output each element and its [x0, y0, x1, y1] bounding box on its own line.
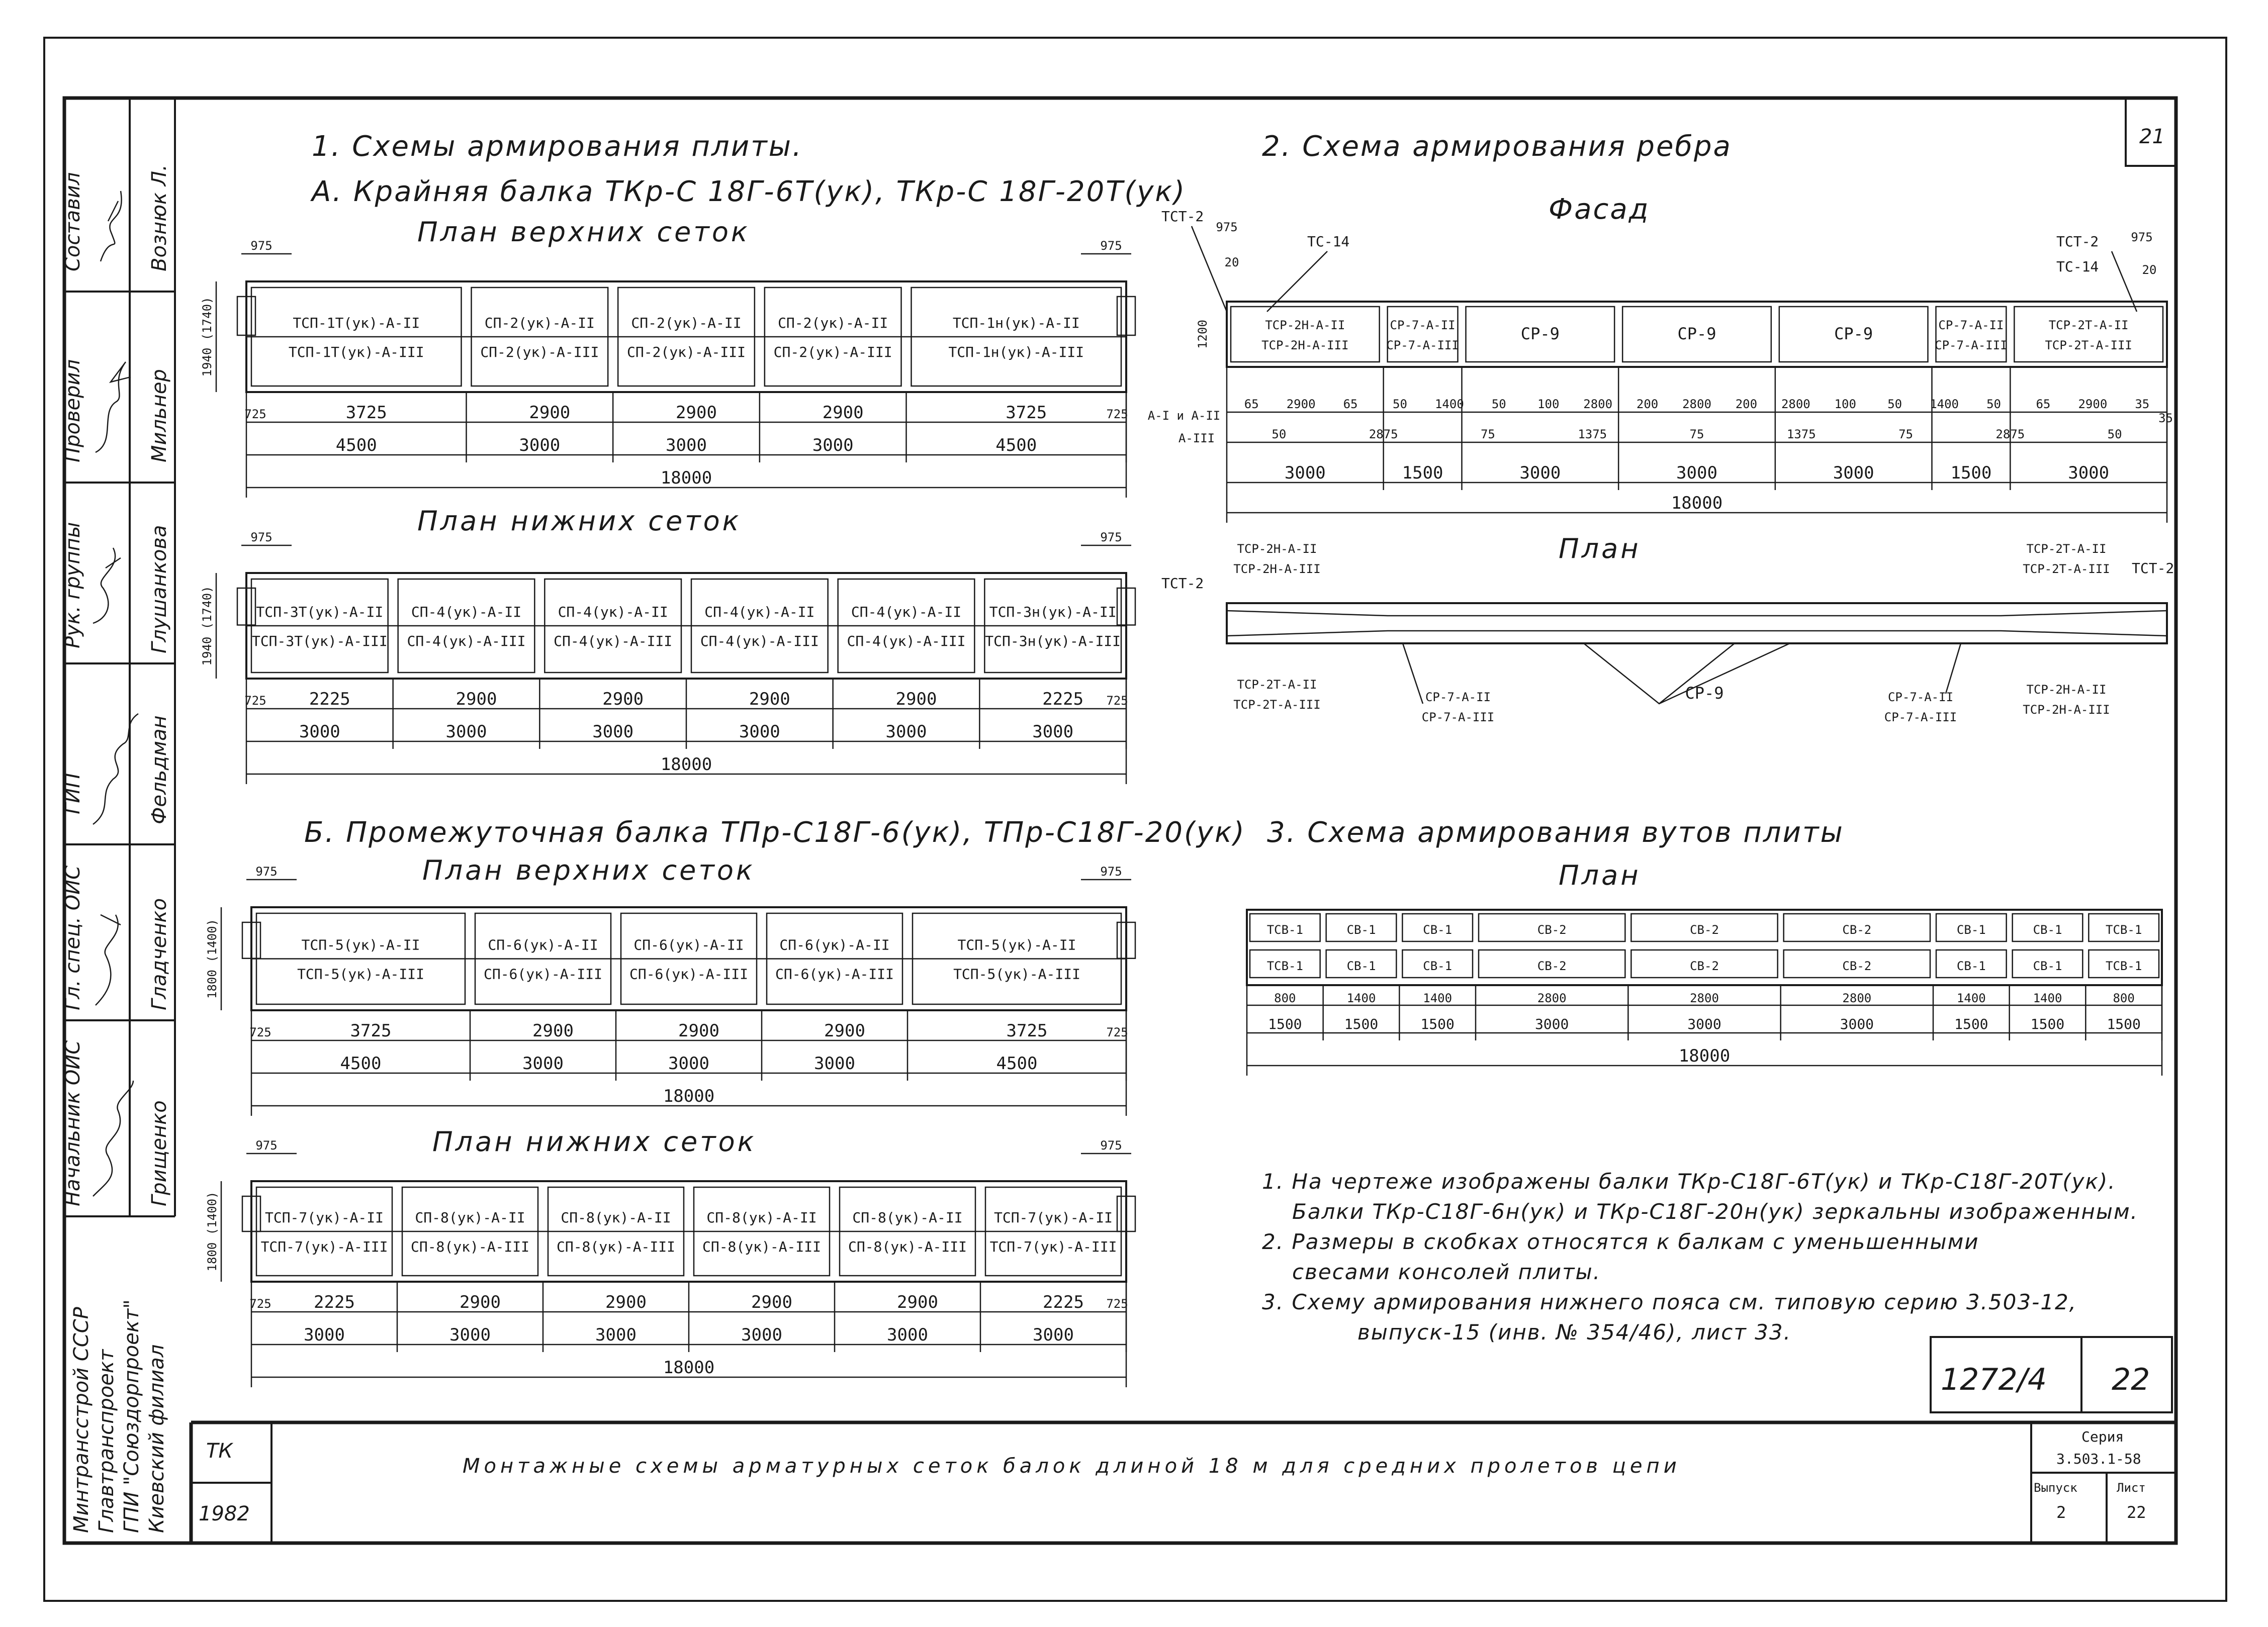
section1-title: 1. Схемы армирования плиты. — [312, 130, 803, 163]
mesh-label-top: СП-4(ук)-А-II — [558, 604, 668, 620]
section1b-title: Б. Промежуточная балка ТПр-С18Г-6(ук), ТПр-С18Г-20(ук) — [304, 816, 1246, 849]
mesh-label-top: СП-4(ук)-А-II — [704, 604, 815, 620]
rib-mesh-label-bottom: СР-7-А-III — [1386, 338, 1459, 352]
mesh-label-top: СП-8(ук)-А-II — [561, 1209, 671, 1226]
dim-975-right: 975 — [1100, 239, 1122, 253]
mesh-label-bottom: СП-8(ук)-А-III — [702, 1238, 822, 1255]
mesh-label-top: ТСП-7(ук)-А-II — [264, 1209, 384, 1226]
dim-outer: 1500 — [1954, 1016, 1988, 1032]
mesh-label-top: СП-2(ук)-А-II — [484, 315, 595, 331]
dim-inner: 2900 — [822, 403, 864, 423]
vut-label-bottom: СВ-1 — [2033, 959, 2062, 973]
dim-inner: 2225 — [314, 1292, 355, 1312]
dim-outer: 3000 — [887, 1325, 928, 1345]
dim-outer: 3000 — [885, 722, 927, 742]
dim-total: 18000 — [660, 754, 712, 775]
dim-a: 800 — [1274, 991, 1296, 1005]
tag-ts14-right: ТС-14 — [2056, 258, 2099, 275]
signature-compiled — [101, 191, 122, 261]
mesh-label-bottom: СП-6(ук)-А-III — [483, 966, 603, 983]
dim-a: 1400 — [2033, 991, 2062, 1005]
mesh-label-top: ТСП-7(ук)-А-II — [993, 1209, 1113, 1226]
vut-label-top: СВ-1 — [1346, 923, 1376, 937]
tag-tst2-right: ТСТ-2 — [2056, 233, 2099, 250]
note-1b: Балки ТКр-С18Г-6н(ук) и ТКр-С18Г-20н(ук) зеркальны изображенным. — [1292, 1199, 2138, 1224]
dim-outer: 3000 — [1033, 1325, 1074, 1345]
vut-label-top: СВ-1 — [1423, 923, 1453, 937]
dim-a: 50 — [1393, 397, 1407, 411]
rib-mesh-label-top: СР-7-А-II — [1390, 318, 1456, 332]
dim-b: 75 — [1898, 427, 1914, 441]
signature-column — [61, 98, 175, 1543]
dim-outer: 1500 — [1950, 463, 1992, 483]
dim-total: 18000 — [660, 468, 712, 488]
dim-b: 1375 — [1786, 427, 1816, 441]
dim-a: 2900 — [1286, 397, 1316, 411]
plan-a-bottom-title: План нижних сеток — [417, 505, 742, 537]
dim-outer: 3000 — [1676, 463, 1717, 483]
org-ministry: Минтрансстрой СССР — [70, 1307, 93, 1533]
dim-inner: 2225 — [1042, 689, 1084, 709]
dim-outer: 1500 — [1420, 1016, 1455, 1032]
dim-inner: 2900 — [529, 403, 571, 423]
dim-total: 18000 — [1678, 1046, 1731, 1066]
vut-label-top: СВ-1 — [2033, 923, 2062, 937]
rib-plan-title: План — [1559, 533, 1641, 564]
vut-plan — [1247, 910, 2162, 1076]
mesh-label-bottom: СП-4(ук)-А-III — [554, 633, 673, 649]
dim-height-label: 1800 (1400) — [205, 1191, 219, 1272]
rib-label: СР-7-А-II — [1887, 690, 1954, 704]
dim-a: 65 — [1244, 397, 1259, 411]
dim-inner: 2900 — [605, 1292, 647, 1312]
dim-b: 2875 — [1369, 427, 1398, 441]
mesh-label-top: СП-6(ук)-А-II — [779, 936, 890, 953]
plan-b-bottom — [205, 1138, 1135, 1387]
dim-outer: 3000 — [668, 1054, 709, 1074]
rib-mesh-label: СР-9 — [1834, 324, 1873, 343]
mesh-label-top: СП-2(ук)-А-II — [778, 315, 888, 331]
mesh-label-bottom: СП-8(ук)-А-III — [848, 1238, 967, 1255]
rib-label: ТСР-2Н-А-III — [1233, 562, 1321, 576]
dim-725: 725 — [1106, 694, 1128, 708]
plan-a-top-title: План верхних сеток — [417, 216, 750, 248]
dim-a: 200 — [1735, 397, 1758, 411]
vut-outline — [1247, 910, 2162, 985]
rib-label: ТСР-2Т-А-III — [1233, 698, 1321, 712]
dim-b: 2875 — [1995, 427, 2025, 441]
dim-a: 2800 — [1842, 991, 1872, 1005]
rib-mesh-label: СР-9 — [1520, 324, 1560, 343]
mesh-label-bottom: ТСП-5(ук)-А-III — [297, 966, 424, 983]
rib-mesh-label-bottom: ТСР-2Т-А-III — [2045, 338, 2132, 352]
series-value: 3.503.1-58 — [2056, 1451, 2141, 1467]
signature-group-lead — [93, 548, 121, 623]
name-checked: Мильнер — [148, 369, 171, 462]
dim-inner: 2900 — [751, 1292, 792, 1312]
rib-label: ТСР-2Т-А-II — [1237, 678, 1317, 692]
dim-a: 65 — [1343, 397, 1358, 411]
dim-inner: 2900 — [456, 689, 497, 709]
signature-head — [93, 1081, 133, 1196]
leader — [1192, 226, 1227, 312]
dim-975-right: 975 — [1100, 865, 1122, 879]
dim-975: 975 — [2131, 230, 2153, 244]
dim-a: 1400 — [1346, 991, 1376, 1005]
mesh-label-bottom: СП-4(ук)-А-III — [700, 633, 819, 649]
rib-mesh-label-top: ТСР-2Т-А-II — [2048, 318, 2129, 332]
vut-label-bottom: СВ-2 — [1842, 959, 1872, 973]
dim-inner: 2900 — [602, 689, 644, 709]
vut-label-bottom: СВ-2 — [1537, 959, 1567, 973]
mesh-label-top: СП-8(ук)-А-II — [706, 1209, 817, 1226]
dim-height-label: 1940 (1740) — [200, 297, 214, 377]
mark-left: А-I и А-II — [1147, 409, 1221, 423]
name-head: Грищенко — [148, 1100, 171, 1206]
note-3a: 3. Схему армирования нижнего пояса см. типовую серию 3.503-12, — [1262, 1290, 2077, 1314]
dim-b: 1375 — [1578, 427, 1607, 441]
dim-outer: 3000 — [739, 722, 780, 742]
role-compiled: Составил — [61, 172, 84, 271]
plan-a-bottom — [200, 530, 1135, 784]
signature-checked — [96, 362, 131, 452]
dim-outer: 3000 — [519, 435, 561, 455]
dim-outer: 3000 — [1833, 463, 1874, 483]
dim-a: 2800 — [1537, 991, 1567, 1005]
org-main: Главтранспроект — [95, 1349, 118, 1533]
facade — [1148, 208, 2173, 523]
dim-outer: 1500 — [1268, 1016, 1302, 1032]
rib-label: СР-7-А-II — [1425, 690, 1491, 704]
dim-b: 50 — [1272, 427, 1287, 441]
dim-a: 2800 — [1682, 397, 1711, 411]
name-group-lead: Глушанкова — [148, 525, 171, 653]
rib-label: ТСР-2Н-А-II — [2026, 683, 2107, 697]
note-2b: свесами консолей плиты. — [1292, 1260, 1601, 1284]
mesh-label-bottom: СП-2(ук)-А-III — [773, 344, 892, 360]
dim-total: 18000 — [663, 1086, 715, 1106]
dim-35: 35 — [2158, 411, 2173, 425]
dim-outer: 3000 — [595, 1325, 637, 1345]
dim-outer: 3000 — [1519, 463, 1561, 483]
mesh-label-top: СП-2(ук)-А-II — [631, 315, 742, 331]
role-group-lead: Рук. группы — [61, 522, 84, 648]
rib-plan — [1161, 542, 2174, 724]
mesh-label-bottom: СП-6(ук)-А-III — [775, 966, 894, 983]
rib-label: СР-7-А-III — [1884, 710, 1957, 724]
name-chief-spec: Гладченко — [148, 898, 171, 1010]
dim-a: 800 — [2113, 991, 2135, 1005]
mesh-label-bottom: ТСП-7(ук)-А-III — [260, 1238, 388, 1255]
dim-outer: 3000 — [741, 1325, 782, 1345]
tag-ts14-left: ТС-14 — [1307, 233, 1350, 250]
facade-title: Фасад — [1549, 193, 1650, 226]
dim-975-left: 975 — [255, 1138, 278, 1153]
dim-outer: 4500 — [335, 435, 377, 455]
dim-height-label: 1800 (1400) — [205, 919, 219, 999]
mesh-label-top: ТСП-5(ук)-А-II — [957, 936, 1076, 953]
dim-975-left: 975 — [255, 865, 278, 879]
mesh-label-top: СП-4(ук)-А-II — [851, 604, 962, 620]
dim-inner: 2225 — [1043, 1292, 1084, 1312]
rib-taper — [1227, 611, 2167, 636]
dim-inner: 2900 — [824, 1021, 865, 1041]
dim-outer: 3000 — [1687, 1016, 1721, 1032]
mesh-label-bottom: СП-4(ук)-А-III — [847, 633, 966, 649]
vut-label-top: СВ-2 — [1842, 923, 1872, 937]
dim-a: 50 — [1887, 397, 1902, 411]
dim-outer: 3000 — [812, 435, 854, 455]
rib-mesh — [1936, 307, 2007, 362]
signature-chief-spec — [96, 915, 121, 1005]
dim-a: 200 — [1636, 397, 1659, 411]
dim-a: 1400 — [1930, 397, 1959, 411]
tag-tst2-left: ТСТ-2 — [1161, 208, 1204, 225]
dim-outer: 3000 — [2068, 463, 2110, 483]
vut-plan-title: План — [1559, 859, 1641, 891]
dim-outer: 4500 — [340, 1054, 382, 1074]
rib-label: ТСР-2Н-А-II — [1237, 542, 1317, 556]
signature-gip — [93, 714, 138, 824]
mesh-label-bottom: СП-8(ук)-А-III — [410, 1238, 530, 1255]
vut-label-top: ТСВ-1 — [2106, 923, 2142, 937]
rib-label: ТСР-2Н-А-III — [2023, 703, 2110, 717]
plan-b-bottom-title: План нижних сеток — [432, 1126, 757, 1158]
dim-height-label: 1940 (1740) — [200, 586, 214, 666]
inventory-number: 1272/4 — [1941, 1362, 2047, 1397]
rib-mesh-label-top: СР-7-А-II — [1938, 318, 2004, 332]
stamp-year: 1982 — [199, 1502, 250, 1525]
dim-975-left: 975 — [250, 239, 273, 253]
dim-inner: 2900 — [895, 689, 937, 709]
dim-outer: 3000 — [449, 1325, 491, 1345]
mesh-label-top: СП-8(ук)-А-II — [415, 1209, 525, 1226]
rib-plan-outline — [1227, 603, 2167, 643]
dim-outer: 1500 — [2030, 1016, 2065, 1032]
plan-b-top — [205, 865, 1135, 1116]
mesh-label-top: ТСП-5(ук)-А-II — [301, 936, 420, 953]
dim-outer: 3000 — [304, 1325, 345, 1345]
plan-b-top-title: План верхних сеток — [422, 854, 755, 886]
dim-outer: 1500 — [1344, 1016, 1379, 1032]
role-head: Начальник ОИС — [61, 1040, 84, 1206]
dim-725: 725 — [1106, 1025, 1128, 1039]
vut-label-bottom: ТСВ-1 — [1266, 959, 1303, 973]
stamp-title: Монтажные схемы арматурных сеток балок длиной 18 м для средних пролетов цепи — [463, 1455, 1681, 1478]
dim-20: 20 — [1224, 255, 1239, 269]
dim-outer: 3000 — [522, 1054, 564, 1074]
dim-725: 725 — [1106, 1297, 1128, 1311]
dim-a: 50 — [1986, 397, 2001, 411]
dim-outer: 3000 — [592, 722, 634, 742]
section2-title: 2. Схема армирования ребра — [1262, 130, 1732, 163]
org-branch: Киевский филиал — [145, 1344, 168, 1533]
dim-975: 975 — [1216, 220, 1238, 234]
dim-975-right: 975 — [1100, 530, 1122, 544]
dim-outer: 3000 — [666, 435, 707, 455]
dim-inner: 2225 — [309, 689, 350, 709]
vut-label-bottom: ТСВ-1 — [2106, 959, 2142, 973]
dim-inner: 2900 — [897, 1292, 938, 1312]
dim-inner: 3725 — [350, 1021, 392, 1041]
stamp-code: ТК — [206, 1440, 233, 1463]
dim-a: 2800 — [1690, 991, 1719, 1005]
mesh-label-top: СП-4(ук)-А-II — [411, 604, 522, 620]
dim-725: 725 — [244, 694, 266, 708]
rib-mesh — [1231, 307, 1380, 362]
section1a-title: А. Крайняя балка ТКр-С 18Г-6Т(ук), ТКр-С 18Г-20Т(ук) — [312, 175, 1187, 208]
dim-outer: 3000 — [1840, 1016, 1874, 1032]
sheet-value: 22 — [2127, 1503, 2146, 1522]
mesh-label-top: ТСП-3Т(ук)-А-II — [256, 604, 384, 620]
notes — [1262, 1169, 2138, 1345]
sheet-label: Лист — [2117, 1481, 2146, 1495]
dim-a: 100 — [1834, 397, 1856, 411]
vut-label-top: ТСВ-1 — [1266, 923, 1303, 937]
rib-mesh — [2014, 307, 2163, 362]
rib-mesh-label-bottom: СР-7-А-III — [1935, 338, 2008, 352]
mesh-label-bottom: СП-4(ук)-А-III — [407, 633, 526, 649]
series-label: Серия — [2081, 1428, 2124, 1445]
dim-inner: 2900 — [678, 1021, 719, 1041]
dim-b: 75 — [1689, 427, 1704, 441]
mesh-label-top: СП-6(ук)-А-II — [488, 936, 598, 953]
mesh-label-top: СП-8(ук)-А-II — [852, 1209, 963, 1226]
dim-725: 725 — [1106, 407, 1128, 421]
dim-b: 75 — [1480, 427, 1495, 441]
dim-a: 100 — [1537, 397, 1560, 411]
rib-label: ТСР-2Т-А-III — [2023, 562, 2110, 576]
issue-value: 2 — [2056, 1503, 2066, 1522]
mesh-label-bottom: СП-2(ук)-А-III — [480, 344, 599, 360]
dim-a: 2800 — [1583, 397, 1613, 411]
dim-outer: 4500 — [995, 435, 1037, 455]
dim-725: 725 — [249, 1297, 271, 1311]
dim-outer: 3000 — [814, 1054, 855, 1074]
name-compiled: Вознюк Л. — [148, 164, 171, 271]
rib-label: ТСР-2Т-А-II — [2026, 542, 2107, 556]
vut-label-bottom: СВ-1 — [1956, 959, 1986, 973]
mesh-label-top: ТСП-1Т(ук)-А-II — [293, 315, 420, 331]
dim-inner: 2900 — [749, 689, 790, 709]
dim-inner: 2900 — [532, 1021, 574, 1041]
dim-outer: 3000 — [1284, 463, 1326, 483]
tag-tst2-right: ТСТ-2 — [2132, 560, 2174, 577]
mesh-label-bottom: СП-8(ук)-А-III — [556, 1238, 676, 1255]
rib-label: СР-7-А-III — [1421, 710, 1495, 724]
rib-label: СР-9 — [1685, 684, 1724, 703]
tag-tst2-left: ТСТ-2 — [1161, 575, 1204, 592]
dim-b: 50 — [2107, 427, 2122, 441]
rib-mesh-label-top: ТСР-2Н-А-II — [1265, 318, 1345, 332]
dim-outer: 3000 — [1534, 1016, 1569, 1032]
mesh-label-bottom: ТСП-1н(ук)-А-III — [948, 344, 1084, 360]
inventory-sheet: 22 — [2112, 1362, 2150, 1397]
dim-total: 18000 — [1671, 493, 1723, 513]
dim-inner: 3725 — [345, 403, 387, 423]
mesh-label-top: ТСП-1н(ук)-А-II — [952, 315, 1080, 331]
sheet-number: 21 — [2139, 125, 2165, 148]
vut-label-top: СВ-2 — [1690, 923, 1719, 937]
mesh-label-top: СП-6(ук)-А-II — [633, 936, 744, 953]
title-block — [191, 1337, 2176, 1543]
vut-label-top: СВ-1 — [1956, 923, 1986, 937]
dim-outer: 4500 — [996, 1054, 1038, 1074]
mesh-label-bottom: ТСП-1Т(ук)-А-III — [288, 344, 424, 360]
dim-inner: 2900 — [676, 403, 717, 423]
role-checked: Проверил — [61, 359, 84, 462]
mesh-label-top: ТСП-3н(ук)-А-II — [989, 604, 1117, 620]
org-institute: ГПИ "Союздорпроект" — [120, 1299, 143, 1533]
note-1a: 1. На чертеже изображены балки ТКр-С18Г-6Т(ук) и ТКр-С18Г-20Т(ук). — [1262, 1169, 2116, 1194]
note-2a: 2. Размеры в скобках относятся к балкам с уменьшенными — [1262, 1229, 1979, 1254]
issue-label: Выпуск — [2034, 1481, 2077, 1495]
dim-outer: 3000 — [299, 722, 340, 742]
section3-title: 3. Схема армирования вутов плиты — [1267, 816, 1844, 849]
dim-1200: 1200 — [1196, 320, 1210, 349]
vut-label-bottom: СВ-1 — [1346, 959, 1376, 973]
note-3b: выпуск-15 (инв. № 354/46), лист 33. — [1357, 1320, 1791, 1345]
dim-975-left: 975 — [250, 530, 273, 544]
dim-inner: 3725 — [1006, 1021, 1048, 1041]
dim-total: 18000 — [663, 1358, 715, 1378]
vut-label-bottom: СВ-1 — [1423, 959, 1453, 973]
dim-a: 1400 — [1434, 397, 1464, 411]
dim-outer: 1500 — [1402, 463, 1443, 483]
dim-a: 2900 — [2078, 397, 2108, 411]
vut-label-top: СВ-2 — [1537, 923, 1567, 937]
dim-inner: 2900 — [460, 1292, 501, 1312]
dim-725: 725 — [249, 1025, 271, 1039]
rib-mesh-label-bottom: ТСР-2Н-А-III — [1261, 338, 1349, 352]
mesh-label-bottom: ТСП-7(ук)-А-III — [989, 1238, 1117, 1255]
dim-a: 2800 — [1781, 397, 1810, 411]
dim-outer: 3000 — [1032, 722, 1074, 742]
dim-a: 35 — [2135, 397, 2150, 411]
dim-725: 725 — [244, 407, 266, 421]
dim-a: 65 — [2036, 397, 2051, 411]
mesh-label-bottom: СП-2(ук)-А-III — [626, 344, 746, 360]
plan-a-top — [200, 239, 1135, 498]
dim-a: 1400 — [1956, 991, 1986, 1005]
dim-a: 50 — [1491, 397, 1506, 411]
mesh-label-bottom: ТСП-3Т(ук)-А-III — [251, 633, 388, 649]
dim-outer: 3000 — [445, 722, 487, 742]
rib-mesh-label: СР-9 — [1677, 324, 1716, 343]
dim-20: 20 — [2142, 263, 2157, 277]
dim-a: 1400 — [1423, 991, 1453, 1005]
rib-mesh — [1388, 307, 1458, 362]
dim-inner: 3725 — [1006, 403, 1047, 423]
mark-left-2: А-III — [1178, 431, 1215, 445]
role-gip: ГИП — [61, 773, 84, 814]
mesh-label-bottom: СП-6(ук)-А-III — [629, 966, 749, 983]
dim-975-right: 975 — [1100, 1138, 1122, 1153]
dim-outer: 1500 — [2107, 1016, 2141, 1032]
role-chief-spec: Гл. спец. ОИС — [61, 865, 84, 1010]
mesh-label-bottom: ТСП-5(ук)-А-III — [953, 966, 1080, 983]
vut-label-bottom: СВ-2 — [1690, 959, 1719, 973]
name-gip: Фельдман — [148, 715, 171, 824]
mesh-label-bottom: ТСП-3н(ук)-А-III — [985, 633, 1121, 649]
